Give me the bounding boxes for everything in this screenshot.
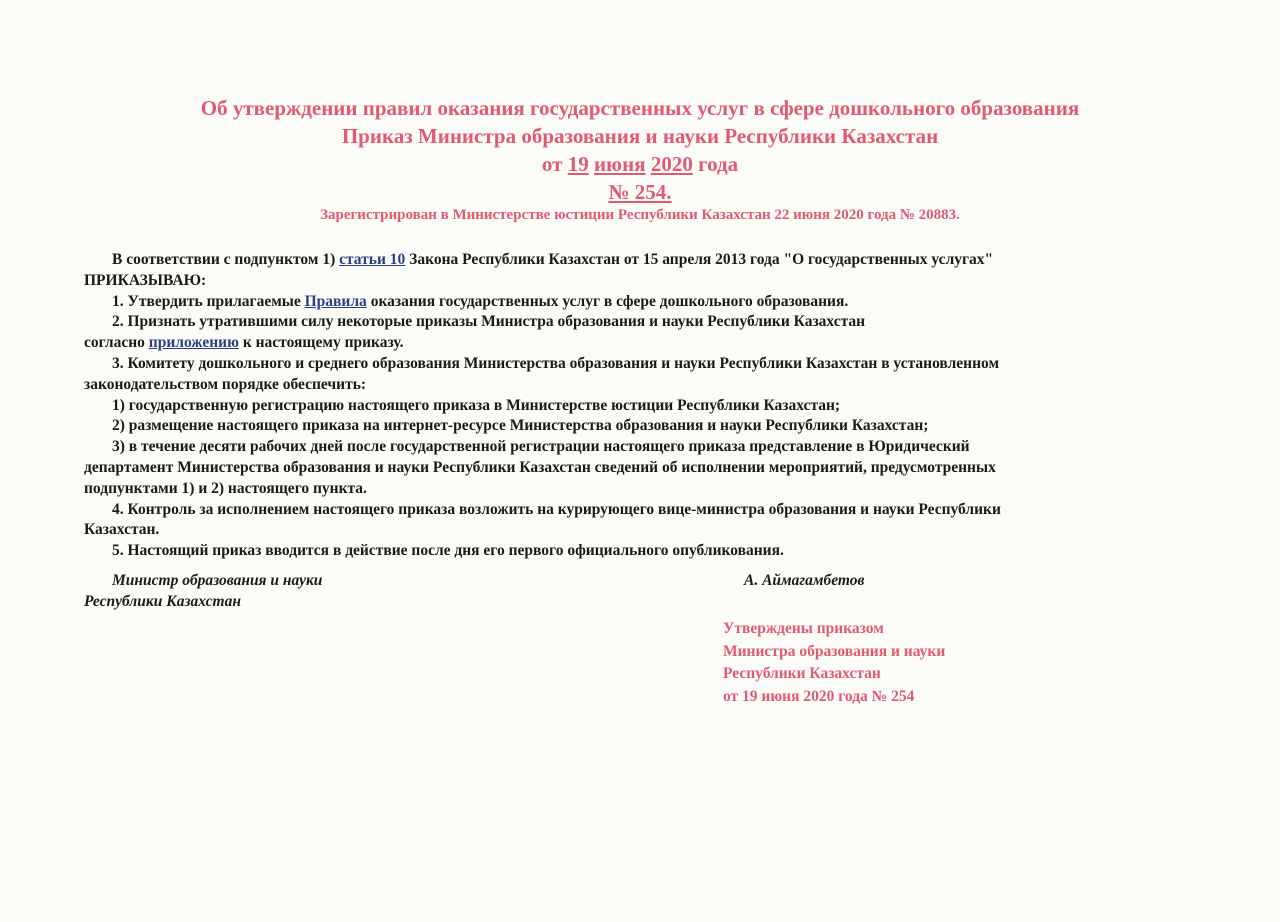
signer-position-line-2: Республики Казахстан (84, 593, 241, 610)
item-1 (84, 292, 1199, 313)
item-2-line-1: 2. Признать утратившими силу некоторые приказы Министра образования и науки Республики Казахстан (112, 313, 866, 331)
subitem-3-line-1: 3) в течение десяти рабочих дней после государственной регистрации настоящего приказа представление в Юридический (112, 438, 970, 456)
item-2-text-before: согласно (84, 334, 149, 352)
subitem-1: 1) государственную регистрацию настоящего приказа в Министерстве юстиции Республики Казахстан; (112, 396, 841, 414)
article-10-link[interactable]: статьи 10 (339, 251, 406, 268)
order-number (0, 178, 1280, 206)
date-prefix: от (541, 152, 568, 176)
item-3-line-2: законодательством порядке обеспечить: (84, 375, 367, 393)
item-4-line-1: 4. Контроль за исполнением настоящего приказа возложить на курирующего вице-министра образования и науки Республики (112, 500, 1001, 518)
date-day: 19 (567, 152, 589, 176)
item-3-line-1: 3. Комитету дошкольного и среднего образования Министерства образования и науки Республики Казахстан в установленном (112, 354, 1000, 372)
approval-line-2: Министра образования и науки (723, 642, 946, 660)
item-2-line-2 (84, 333, 1199, 354)
order-number-text: № 254. (608, 180, 672, 204)
preamble-text-before: В соответствии с подпунктом 1) (112, 251, 340, 268)
subitem-2: 2) размещение настоящего приказа на интернет-ресурсе Министерства образования и науки Республики Казахстан; (112, 417, 929, 435)
document-title: Об утверждении правил оказания государственных услуг в сфере дошкольного образования (200, 96, 1080, 120)
order-word: ПРИКАЗЫВАЮ: (84, 271, 207, 289)
preamble-text-after: Закона Республики Казахстан от 15 апреля 2013 года "О государственных услугах" (405, 251, 994, 268)
item-1-text-before: 1. Утвердить прилагаемые (112, 292, 305, 310)
subitem-3-line-2: департамент Министерства образования и науки Республики Казахстан сведений об исполнении мероприятий, предусмотренных (84, 458, 996, 476)
date-year: 2020 (650, 152, 693, 176)
signer-name: А. Аймагамбетов (744, 572, 865, 589)
item-5: 5. Настоящий приказ вводится в действие после дня его первого официального опубликования. (112, 542, 784, 560)
preamble (84, 250, 1199, 271)
approval-line-3: Республики Казахстан (723, 665, 881, 682)
approval-stamp (723, 618, 945, 708)
item-2-text-after: к настоящему приказу. (238, 334, 404, 352)
appendix-link[interactable]: приложению (148, 334, 239, 352)
order-date (0, 150, 1280, 178)
approval-line-1: Утверждены приказом (723, 620, 884, 637)
document-header (0, 94, 1280, 206)
subitem-3-line-3: подпунктами 1) и 2) настоящего пункта. (84, 479, 367, 497)
approval-line-4: от 19 июня 2020 года № 254 (723, 687, 915, 705)
order-title: Приказ Министра образования и науки Республики Казахстан (341, 124, 939, 148)
registration-note: Зарегистрирован в Министерстве юстиции Республики Казахстан 22 июня 2020 года № 20883. (320, 207, 960, 223)
signer-position-line-1: Министр образования и науки (112, 572, 323, 589)
document-body (84, 250, 1199, 562)
item-4-line-2: Казахстан. (84, 521, 160, 539)
date-month: июня (593, 152, 646, 176)
date-suffix: года (692, 152, 739, 176)
rules-link[interactable]: Правила (304, 292, 367, 310)
item-1-text-after: оказания государственных услуг в сфере дошкольного образования. (366, 292, 849, 310)
